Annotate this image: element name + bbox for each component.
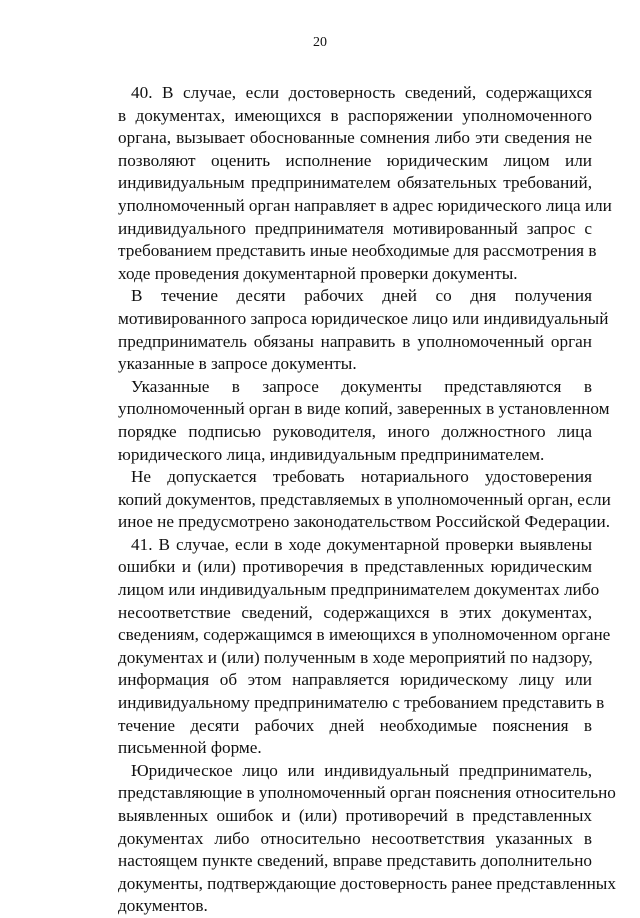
text-line: мотивированного запроса юридическое лицо или индивидуальный (118, 308, 609, 328)
text-line: представляющие в уполномоченный орган пояснения относительно (118, 783, 616, 803)
paragraph (118, 376, 610, 466)
text-line: лицом или индивидуальным предпринимателем документах либо (118, 580, 600, 600)
text-line: информация об этом направляется юридическому лицу или (118, 670, 592, 690)
text-line: 41. В случае, если в ходе документарной проверки выявлены (131, 534, 592, 554)
paragraph (118, 466, 611, 534)
text-line: документах либо относительно несоответствия указанных в (118, 828, 592, 848)
text-line: индивидуальным предпринимателем обязательных требований, (118, 173, 592, 193)
text-line: ошибки и (или) противоречия в представленных юридическим (118, 557, 592, 577)
paragraph (118, 534, 611, 760)
text-line: уполномоченный орган в виде копий, заверенных в установленном (118, 399, 610, 419)
text-line: Не допускается требовать нотариального удостоверения (131, 467, 592, 487)
text-line: Указанные в запросе документы представляются в (131, 376, 592, 396)
text-line: предприниматель обязаны направить в уполномоченный орган (118, 331, 592, 351)
text-line: ходе проведения документарной проверки документы. (118, 263, 518, 283)
text-line: течение десяти рабочих дней необходимые пояснения в (118, 715, 592, 735)
text-line: сведениям, содержащимся в имеющихся в уполномоченном органе (118, 625, 611, 645)
text-line: В течение десяти рабочих дней со дня получения (131, 286, 592, 306)
page-number: 20 (313, 35, 327, 50)
text-line: позволяют оценить исполнение юридическим лицом или (118, 150, 592, 170)
text-line: 40. В случае, если достоверность сведений, содержащихся (131, 83, 592, 102)
text-line: в документах, имеющихся в распоряжении уполномоченного (118, 105, 592, 125)
text-line: указанные в запросе документы. (118, 354, 357, 374)
text-line: выявленных ошибок и (или) противоречий в представленных (118, 806, 592, 825)
paragraph (118, 285, 609, 375)
paragraph (118, 82, 612, 285)
text-line: настоящем пункте сведений, вправе представить дополнительно (118, 851, 592, 871)
text-line: письменной форме. (118, 738, 262, 758)
text-line: иное не предусмотрено законодательством Российской Федерации. (118, 512, 610, 532)
text-line: несоответствие сведений, содержащихся в этих документах, (118, 602, 592, 622)
text-line: уполномоченный орган направляет в адрес юридического лица или (118, 195, 612, 215)
text-line: документов. (118, 896, 208, 916)
text-line: индивидуальному предпринимателю с требованием представить в (118, 693, 605, 713)
text-line: Юридическое лицо или индивидуальный предприниматель, (131, 760, 592, 780)
text-line: документы, подтверждающие достоверность ранее представленных (118, 873, 616, 893)
text-line: порядке подписью руководителя, иного должностного лица (118, 421, 592, 441)
text-line: копий документов, представляемых в уполномоченный орган, если (118, 489, 611, 509)
text-line: индивидуального предпринимателя мотивированный запрос с (118, 218, 592, 238)
text-line: юридического лица, индивидуальным предпринимателем. (118, 444, 545, 464)
text-line: органа, вызывает обоснованные сомнения либо эти сведения не (118, 128, 592, 148)
paragraph (118, 760, 616, 918)
document-body (118, 82, 616, 918)
text-line: требованием представить иные необходимые для рассмотрения в (118, 241, 597, 261)
text-line: документах и (или) полученным в ходе мероприятий по надзору, (118, 647, 593, 667)
